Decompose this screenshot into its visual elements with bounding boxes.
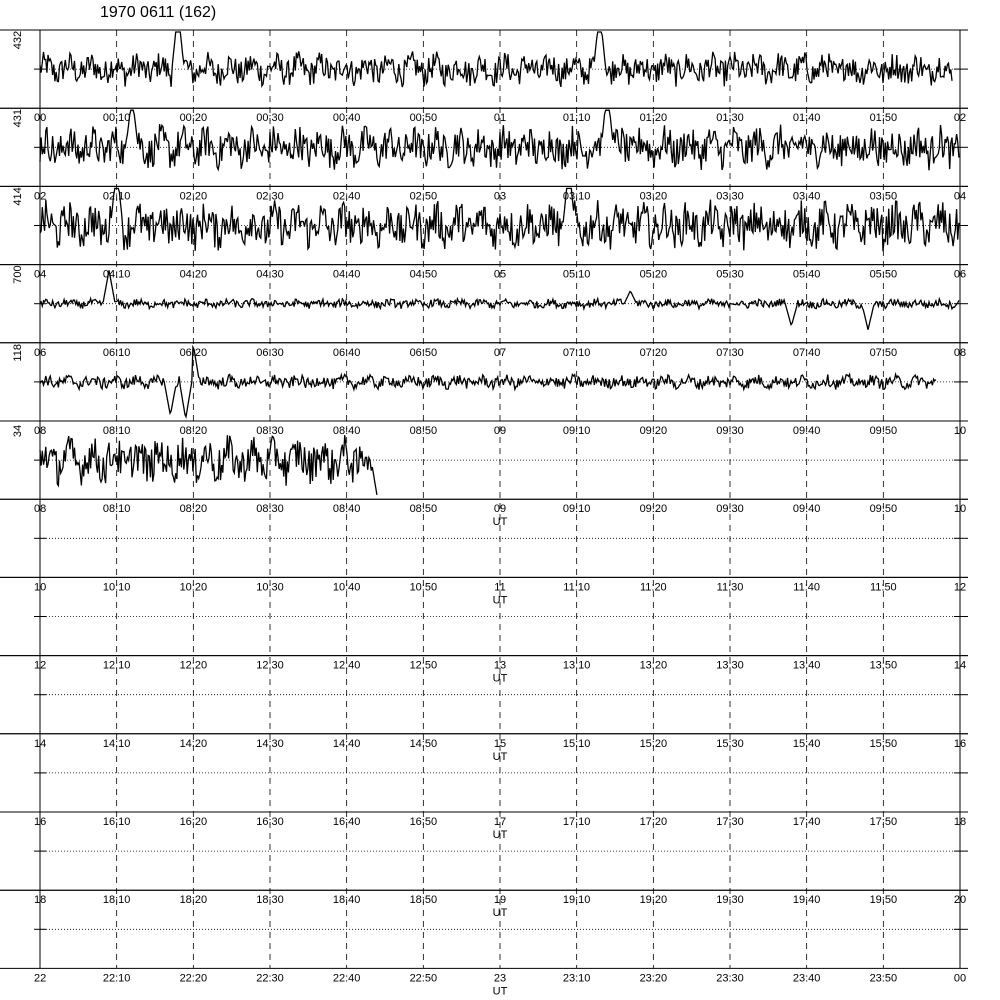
time-tick-label: 03:20 xyxy=(639,190,668,203)
time-tick-label: 10:30 xyxy=(256,581,284,594)
time-tick-label: 06 xyxy=(953,268,967,281)
panel-scale-label: 700 xyxy=(11,265,24,284)
time-unit-label: UT xyxy=(492,985,508,998)
time-tick-label: 14:10 xyxy=(102,737,131,750)
time-tick-label: 12:40 xyxy=(332,659,361,672)
time-tick-label: 00:20 xyxy=(179,112,208,125)
time-tick-label: 17:10 xyxy=(562,816,591,828)
panel-scale-label: 118 xyxy=(11,344,24,362)
time-tick-label: 14 xyxy=(34,737,47,750)
time-tick-label: 06:40 xyxy=(332,346,361,359)
time-tick-label: 09 xyxy=(493,425,507,437)
time-tick-label: 23 xyxy=(493,972,507,985)
time-tick-label: 11:50 xyxy=(869,581,897,594)
time-tick-label: 15:30 xyxy=(716,737,744,750)
time-tick-label: 08:40 xyxy=(332,503,361,516)
time-tick-label: 18:20 xyxy=(179,894,208,907)
time-tick-label: 07:20 xyxy=(639,346,668,359)
time-tick-label: 18 xyxy=(953,816,967,828)
time-tick-label: 08:10 xyxy=(102,503,131,516)
time-tick-label: 17:50 xyxy=(869,816,898,828)
time-tick-label: 05:20 xyxy=(639,268,668,281)
time-tick-label: 10 xyxy=(953,503,967,516)
time-tick-label: 08 xyxy=(953,346,967,359)
time-tick-label: 18 xyxy=(34,894,47,907)
time-tick-label: 07:10 xyxy=(562,346,591,359)
time-tick-label: 01:30 xyxy=(716,112,744,125)
time-tick-label: 08:20 xyxy=(179,425,208,437)
time-tick-label: 10:50 xyxy=(409,581,438,594)
time-tick-label: 17:30 xyxy=(716,816,744,828)
time-tick-label: 19 xyxy=(493,894,507,907)
time-tick-label: 08:30 xyxy=(256,503,284,516)
time-tick-label: 13:20 xyxy=(639,659,668,672)
time-tick-label: 09:50 xyxy=(869,425,898,437)
time-tick-label: 00:50 xyxy=(409,112,438,125)
time-tick-label: 23:20 xyxy=(639,972,668,985)
time-tick-label: 23:10 xyxy=(562,972,591,985)
time-tick-label: 07:40 xyxy=(792,346,821,359)
time-tick-label: 08:40 xyxy=(332,425,361,437)
time-tick-label: 01:40 xyxy=(792,112,821,125)
time-tick-label: 09:30 xyxy=(716,503,744,516)
time-tick-label: 05:10 xyxy=(562,268,591,281)
time-tick-label: 19:10 xyxy=(562,894,591,907)
panel-scale-label: 431 xyxy=(11,109,24,128)
time-tick-label: 06:30 xyxy=(256,346,284,359)
time-tick-label: 02 xyxy=(34,190,47,203)
time-tick-label: 12:20 xyxy=(179,659,208,672)
time-tick-label: 06 xyxy=(34,346,47,359)
time-tick-label: 14:20 xyxy=(179,737,208,750)
time-tick-label: 08 xyxy=(34,503,47,516)
time-tick-label: 12:50 xyxy=(409,659,438,672)
time-tick-label: 15 xyxy=(493,737,507,750)
time-tick-label: 18:30 xyxy=(256,894,284,907)
time-tick-label: 03:40 xyxy=(792,190,821,203)
time-tick-label: 23:30 xyxy=(716,972,744,985)
time-tick-label: 08:20 xyxy=(179,503,208,516)
time-tick-label: 01:50 xyxy=(869,112,898,125)
time-tick-label: 16:10 xyxy=(102,816,131,828)
time-tick-label: 07 xyxy=(493,346,507,359)
time-tick-label: 00:30 xyxy=(256,112,284,125)
time-tick-label: 19:50 xyxy=(869,894,898,907)
time-tick-label: 01 xyxy=(493,112,507,125)
time-tick-label: 11:10 xyxy=(563,581,591,594)
time-tick-label: 11:30 xyxy=(716,581,744,594)
time-unit-label: UT xyxy=(492,907,508,920)
time-tick-label: 17 xyxy=(493,816,507,828)
time-tick-label: 09:50 xyxy=(869,503,898,516)
time-tick-label: 19:40 xyxy=(792,894,821,907)
time-tick-label: 08:50 xyxy=(409,425,438,437)
time-unit-label: UT xyxy=(492,672,508,685)
time-tick-label: 16:50 xyxy=(409,816,438,828)
time-unit-label: UT xyxy=(492,829,508,841)
waveform-trace xyxy=(40,32,952,87)
time-tick-label: 09:10 xyxy=(562,503,591,516)
time-tick-label: 10 xyxy=(953,425,967,437)
time-tick-label: 09:10 xyxy=(562,425,591,437)
time-tick-label: 06:50 xyxy=(409,346,438,359)
time-tick-label: 10:40 xyxy=(332,581,361,594)
time-tick-label: 19:30 xyxy=(716,894,744,907)
time-tick-label: 16 xyxy=(953,737,967,750)
time-tick-label: 11:40 xyxy=(793,581,821,594)
time-tick-label: 22:50 xyxy=(409,972,438,985)
time-tick-label: 13 xyxy=(493,659,507,672)
time-tick-label: 14:40 xyxy=(332,737,361,750)
waveform-trace xyxy=(40,435,377,495)
time-tick-label: 17:40 xyxy=(792,816,821,828)
time-unit-label: UT xyxy=(492,594,508,607)
time-tick-label: 08:50 xyxy=(409,503,438,516)
time-tick-label: 02:20 xyxy=(179,190,208,203)
time-tick-label: 13:40 xyxy=(792,659,821,672)
time-tick-label: 02:10 xyxy=(102,190,131,203)
time-tick-label: 01:10 xyxy=(562,112,591,125)
time-tick-label: 04 xyxy=(34,268,47,281)
time-tick-label: 23:50 xyxy=(869,972,898,985)
time-tick-label: 09:40 xyxy=(792,425,821,437)
time-tick-label: 16 xyxy=(34,816,47,828)
time-tick-label: 18:50 xyxy=(409,894,438,907)
time-tick-label: 05:50 xyxy=(869,268,898,281)
time-tick-label: 20 xyxy=(953,894,967,907)
time-tick-label: 04:50 xyxy=(409,268,438,281)
panel-scale-label: 414 xyxy=(11,187,24,206)
time-tick-label: 02:30 xyxy=(256,190,284,203)
time-tick-label: 23:40 xyxy=(792,972,821,985)
time-tick-label: 15:50 xyxy=(869,737,898,750)
time-tick-label: 22:40 xyxy=(332,972,361,985)
time-tick-label: 19:20 xyxy=(639,894,668,907)
time-tick-label: 04:20 xyxy=(179,268,208,281)
time-tick-label: 15:40 xyxy=(792,737,821,750)
time-tick-label: 08:30 xyxy=(256,425,284,437)
time-tick-label: 04:40 xyxy=(332,268,361,281)
time-tick-label: 09:20 xyxy=(639,425,668,437)
time-tick-label: 13:30 xyxy=(716,659,744,672)
time-tick-label: 04 xyxy=(953,190,967,203)
panel-scale-label: 432 xyxy=(11,30,24,50)
time-tick-label: 13:50 xyxy=(869,659,898,672)
time-tick-label: 22 xyxy=(34,972,47,985)
time-tick-label: 03:10 xyxy=(562,190,591,203)
time-tick-label: 09 xyxy=(493,503,507,516)
time-tick-label: 16:40 xyxy=(332,816,361,828)
time-tick-label: 00 xyxy=(953,972,967,985)
chart-title: 1970 0611 (162) xyxy=(100,4,217,21)
time-tick-label: 12:30 xyxy=(256,659,284,672)
time-tick-label: 00 xyxy=(34,112,47,125)
time-tick-label: 14:30 xyxy=(256,737,284,750)
time-tick-label: 11 xyxy=(494,581,506,594)
time-tick-label: 13:10 xyxy=(562,659,591,672)
time-tick-label: 07:50 xyxy=(869,346,898,359)
time-tick-label: 02 xyxy=(953,112,967,125)
time-tick-label: 16:20 xyxy=(179,816,208,828)
time-tick-label: 07:30 xyxy=(716,346,744,359)
time-tick-label: 10:10 xyxy=(102,581,131,594)
time-tick-label: 04:30 xyxy=(256,268,284,281)
time-tick-label: 00:10 xyxy=(102,112,131,125)
time-tick-label: 14 xyxy=(953,659,967,672)
time-tick-label: 12 xyxy=(953,581,967,594)
time-tick-label: 04:10 xyxy=(102,268,131,281)
time-tick-label: 03:30 xyxy=(716,190,744,203)
time-tick-label: 09:30 xyxy=(716,425,744,437)
time-tick-label: 03 xyxy=(493,190,507,203)
time-tick-label: 14:50 xyxy=(409,737,438,750)
time-tick-label: 10 xyxy=(34,581,47,594)
time-tick-label: 05 xyxy=(493,268,507,281)
panel-scale-label: 34 xyxy=(11,424,24,438)
time-unit-label: UT xyxy=(492,516,508,529)
time-tick-label: 11:20 xyxy=(639,581,667,594)
time-tick-label: 01:20 xyxy=(639,112,668,125)
time-tick-label: 00:40 xyxy=(332,112,361,125)
time-tick-label: 02:40 xyxy=(332,190,361,203)
time-tick-label: 06:10 xyxy=(102,346,131,359)
time-tick-label: 05:30 xyxy=(716,268,744,281)
time-tick-label: 16:30 xyxy=(256,816,284,828)
time-tick-label: 22:10 xyxy=(102,972,131,985)
time-tick-label: 22:30 xyxy=(256,972,284,985)
time-unit-label: UT xyxy=(492,750,508,763)
time-tick-label: 15:20 xyxy=(639,737,668,750)
time-tick-label: 18:10 xyxy=(102,894,131,907)
time-tick-label: 12:10 xyxy=(102,659,131,672)
time-tick-label: 22:20 xyxy=(179,972,208,985)
time-tick-label: 08:10 xyxy=(102,425,131,437)
time-tick-label: 09:40 xyxy=(792,503,821,516)
time-tick-label: 18:40 xyxy=(332,894,361,907)
time-tick-label: 02:50 xyxy=(409,190,438,203)
time-tick-label: 10:20 xyxy=(179,581,208,594)
time-tick-label: 15:10 xyxy=(562,737,591,750)
time-tick-label: 05:40 xyxy=(792,268,821,281)
time-tick-label: 06:20 xyxy=(179,346,208,359)
time-tick-label: 12 xyxy=(34,659,47,672)
time-tick-label: 08 xyxy=(34,425,47,437)
time-tick-label: 17:20 xyxy=(639,816,668,828)
time-tick-label: 03:50 xyxy=(869,190,898,203)
time-tick-label: 09:20 xyxy=(639,503,668,516)
